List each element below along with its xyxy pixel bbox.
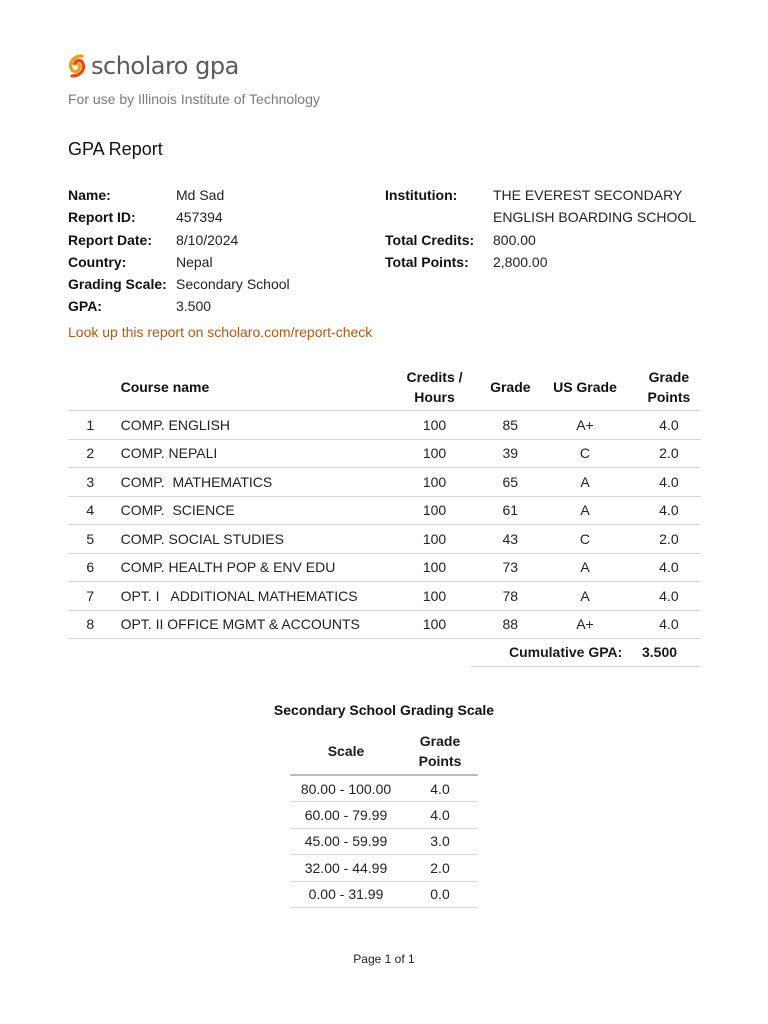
info-label: Report Date:	[68, 231, 153, 248]
info-label: Institution:	[385, 187, 458, 203]
cell-credits: 100	[422, 502, 447, 519]
cell-grade-points: 4.0	[659, 473, 679, 490]
page-title: GPA Report	[68, 139, 163, 159]
info-value: 457394	[176, 209, 223, 226]
cell-course-name: COMP. MATHEMATICS	[120, 473, 273, 490]
cell-grade-points: 4.0	[659, 502, 679, 519]
scholaro-logo	[66, 52, 239, 80]
cell-number: 7	[86, 587, 95, 604]
cell-scale-range: 80.00 - 100.00	[300, 780, 392, 797]
cell-grade-points: 4.0	[659, 559, 679, 576]
table-row	[290, 881, 478, 908]
header-credits-line2: Hours	[414, 389, 455, 405]
table-row	[290, 828, 478, 855]
cell-grade: 43	[502, 530, 519, 547]
info-row-total-credits	[385, 229, 713, 251]
cell-credits: 100	[422, 473, 447, 490]
info-label: Total Points:	[385, 253, 469, 270]
info-value: THE EVEREST SECONDARY ENGLISH BOARDING SCHOOL	[493, 187, 697, 226]
cumulative-gpa-value: 3.500	[642, 644, 678, 660]
cell-us-grade: C	[579, 445, 591, 462]
cell-course-name: COMP. HEALTH POP & ENV EDU	[120, 559, 336, 576]
cell-scale-range: 60.00 - 79.99	[304, 806, 388, 823]
cell-number: 2	[86, 445, 95, 462]
cell-us-grade: C	[579, 530, 591, 547]
cell-grade: 85	[502, 416, 519, 433]
logo-wordmark: scholaro gpa	[91, 52, 239, 80]
cell-credits: 100	[422, 416, 447, 433]
report-check-link[interactable]: Look up this report on scholaro.com/report-check	[68, 324, 373, 340]
table-row	[68, 610, 701, 639]
cell-course-name: COMP. NEPALI	[120, 445, 218, 462]
info-value: Nepal	[176, 253, 213, 270]
grading-scale-title: Secondary School Grading Scale	[273, 702, 495, 718]
info-value: Secondary School	[176, 276, 290, 293]
info-row-grading-scale	[68, 273, 290, 295]
table-row	[68, 468, 701, 497]
table-row	[68, 553, 701, 582]
header-grade-points	[637, 364, 701, 411]
cell-credits: 100	[422, 530, 447, 547]
cell-scale-grade-points: 4.0	[430, 806, 450, 823]
info-row-name	[68, 184, 290, 206]
report-info-left	[68, 184, 290, 318]
cell-course-name: OPT. II OFFICE MGMT & ACCOUNTS	[120, 616, 360, 633]
table-row	[290, 855, 478, 882]
info-label: Grading Scale:	[68, 276, 167, 293]
courses-header-row	[68, 364, 701, 411]
table-row	[68, 496, 701, 525]
cell-us-grade: A	[580, 559, 590, 576]
cell-grade-points: 2.0	[659, 445, 679, 462]
info-row-total-points	[385, 251, 713, 273]
cell-scale-grade-points: 3.0	[430, 833, 450, 850]
info-label: GPA:	[68, 298, 102, 315]
cell-grade: 39	[502, 445, 519, 462]
cell-number: 1	[86, 416, 95, 433]
cell-grade: 65	[502, 473, 519, 490]
info-value: Md Sad	[176, 187, 225, 203]
cell-us-grade: A	[580, 473, 590, 490]
table-row	[290, 775, 478, 802]
cell-scale-grade-points: 2.0	[430, 859, 450, 876]
cell-credits: 100	[422, 559, 447, 576]
cell-scale-range: 0.00 - 31.99	[308, 886, 384, 903]
cumulative-gpa-label: Cumulative GPA:	[509, 644, 623, 660]
cell-us-grade: A	[580, 587, 590, 604]
info-value: 800.00	[493, 231, 536, 248]
page-number: Page 1 of 1	[353, 952, 415, 966]
info-label: Report ID:	[68, 209, 136, 226]
info-row-report-id	[68, 206, 290, 228]
licensee-note: For use by Illinois Institute of Technology	[68, 91, 320, 107]
courses-table	[68, 364, 701, 639]
cell-number: 5	[86, 530, 95, 547]
cell-number: 6	[86, 559, 95, 576]
info-value: 3.500	[176, 298, 212, 315]
info-value: 8/10/2024	[176, 231, 239, 248]
cell-credits: 100	[422, 616, 447, 633]
header-credits	[382, 364, 488, 411]
report-info-right	[385, 184, 713, 273]
info-label: Country:	[68, 253, 127, 270]
cell-credits: 100	[422, 445, 447, 462]
grading-scale-table	[290, 728, 478, 908]
header-scale-gp-line1: Grade	[419, 733, 461, 749]
cell-number: 4	[86, 502, 95, 519]
info-label: Total Credits:	[385, 231, 475, 248]
cell-grade: 78	[502, 587, 519, 604]
cell-number: 3	[86, 473, 95, 490]
header-gp-line1: Grade	[648, 369, 690, 385]
scholaro-swirl-icon	[66, 53, 88, 79]
table-row	[290, 802, 478, 829]
table-row	[68, 439, 701, 468]
table-row	[68, 582, 701, 611]
cell-grade-points: 4.0	[659, 587, 679, 604]
cell-scale-range: 32.00 - 44.99	[304, 859, 388, 876]
header-scale-grade-points	[402, 728, 478, 775]
info-row-institution	[385, 184, 713, 229]
cell-scale-grade-points: 0.0	[430, 886, 450, 903]
cell-course-name: COMP. SOCIAL STUDIES	[120, 530, 284, 547]
cell-grade: 73	[502, 559, 519, 576]
cumulative-gpa	[471, 638, 701, 667]
cell-grade-points: 4.0	[659, 416, 679, 433]
header-scale: Scale	[327, 743, 365, 759]
scale-header-row	[290, 728, 478, 775]
header-credits-line1: Credits /	[406, 369, 463, 385]
header-course-name: Course name	[120, 379, 210, 395]
info-row-country	[68, 251, 290, 273]
cell-grade: 61	[502, 502, 519, 519]
info-row-report-date	[68, 229, 290, 251]
cell-scale-grade-points: 4.0	[430, 780, 450, 797]
cell-course-name: COMP. SCIENCE	[120, 502, 235, 519]
cell-us-grade: A	[580, 502, 590, 519]
cell-number: 8	[86, 616, 95, 633]
header-gp-line2: Points	[647, 389, 691, 405]
header-scale-gp-line2: Points	[418, 753, 462, 769]
cell-scale-range: 45.00 - 59.99	[304, 833, 388, 850]
table-row	[68, 525, 701, 554]
cell-grade: 88	[502, 616, 519, 633]
cell-us-grade: A+	[576, 416, 594, 433]
cell-course-name: COMP. ENGLISH	[120, 416, 231, 433]
header-us-grade: US Grade	[553, 379, 617, 395]
cell-grade-points: 2.0	[659, 530, 679, 547]
header-number	[68, 364, 113, 411]
info-label: Name:	[68, 187, 111, 203]
info-row-gpa	[68, 295, 290, 317]
cell-grade-points: 4.0	[659, 616, 679, 633]
info-value: 2,800.00	[493, 253, 548, 270]
cell-credits: 100	[422, 587, 447, 604]
cell-us-grade: A+	[576, 616, 594, 633]
cell-course-name: OPT. I ADDITIONAL MATHEMATICS	[120, 587, 358, 604]
header-grade: Grade	[490, 379, 531, 395]
table-row	[68, 411, 701, 440]
